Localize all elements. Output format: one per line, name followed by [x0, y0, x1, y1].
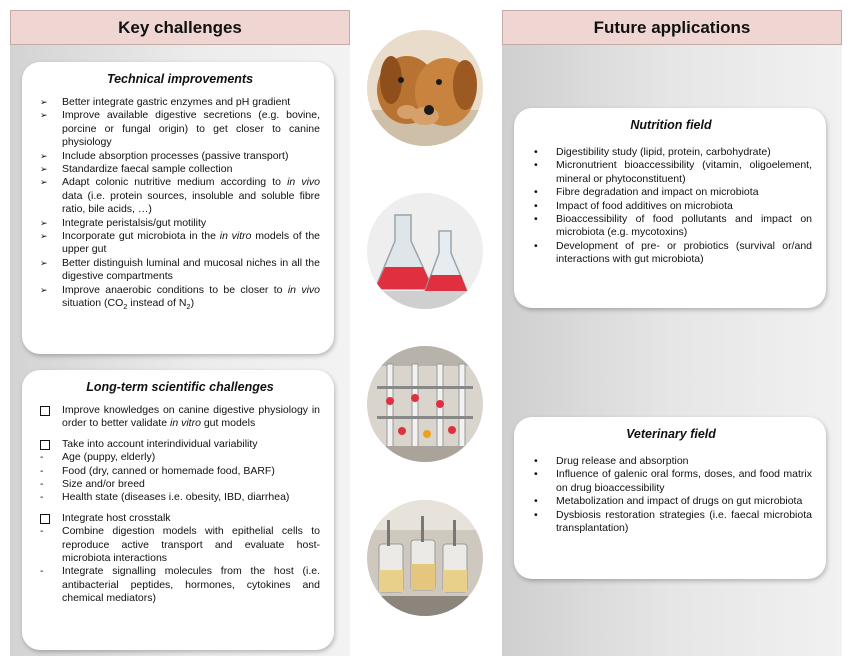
arrow-bullet-icon: ➢ [40, 177, 48, 188]
nutrition-field-item: • Impact of food additives on microbiota [534, 199, 733, 212]
dot-bullet-icon: • [534, 146, 538, 158]
nutrition-field-title: Nutrition field [630, 118, 712, 132]
long-term-challenge-item: - Food (dry, canned or homemade food, BARF) [40, 464, 275, 477]
technical-improvement-item: ➢ Improve anaerobic conditions to be closer to in vivo situation ($CO_2$ instead of $N_2$) [40, 283, 321, 312]
nutrition-field-item: • Micronutrient bioaccessibility (vitamin, oligoelement, mineral or phytoconstituent) [534, 159, 812, 185]
nutrition-field-list [530, 146, 812, 267]
veterinary-field-item: • Metabolization and impact of drugs on gut microbiota [534, 495, 803, 508]
key-challenges-header: Key challenges [10, 10, 350, 45]
veterinary-field-list [530, 455, 812, 535]
dot-bullet-icon: • [534, 213, 538, 226]
long-term-challenge-item: Integrate host crosstalk [40, 512, 320, 525]
nutrition-field-item: • Development of pre- or probiotics (survival or/and interactions with gut microbiota) [534, 239, 812, 266]
nutrition-field-card [514, 108, 826, 308]
square-bullet-icon [40, 406, 50, 416]
long-term-challenges-card [22, 370, 334, 650]
technical-improvement-item: ➢ Better distinguish luminal and mucosal niches in all the digestive compartments [40, 256, 320, 283]
long-term-challenge-item: Take into account interindividual variability [40, 438, 320, 451]
long-term-challenge-item: - Age (puppy, elderly) [40, 451, 156, 464]
dot-bullet-icon: • [534, 199, 538, 212]
dot-bullet-icon: • [534, 468, 538, 481]
nutrition-field-item: • Fibre degradation and impact on microbiota [534, 186, 759, 199]
veterinary-field-item: • Drug release and absorption [534, 455, 689, 467]
long-term-challenge-item: - Integrate signalling molecules from the host (i.e. antibacterial peptides, hormones, cytokines and chemical mediators) [40, 565, 320, 605]
long-term-challenge-item: - Combine digestion models with epithelial cells to reproduce active transport and evaluate host-microbiota interactions [40, 525, 320, 565]
dot-bullet-icon: • [534, 159, 538, 172]
arrow-bullet-icon: ➢ [40, 284, 48, 295]
technical-improvement-item: ➢ Adapt colonic nutritive medium according to in vivo data (i.e. protein sources, insoluble and soluble fibre ratio, bile acids, …) [40, 176, 320, 216]
dot-bullet-icon: • [534, 239, 538, 252]
dogs-photo [367, 30, 483, 146]
technical-improvements-list [40, 96, 320, 314]
dot-bullet-icon: • [534, 495, 538, 508]
fermentation-vessels-photo [367, 500, 483, 616]
arrow-bullet-icon: ➢ [40, 97, 48, 107]
dot-bullet-icon: • [534, 508, 538, 521]
veterinary-field-item: • Dysbiosis restoration strategies (i.e. faecal microbiota transplantation) [534, 508, 812, 535]
dot-bullet-icon: • [534, 186, 538, 199]
dash-bullet-icon: - [40, 464, 44, 477]
dash-bullet-icon: - [40, 478, 44, 491]
technical-improvement-item: ➢ Incorporate gut microbiota in the in vitro models of the upper gut [40, 230, 320, 256]
long-term-challenges-title: Long-term scientific challenges [86, 380, 274, 394]
square-bullet-icon [40, 440, 50, 450]
arrow-bullet-icon: ➢ [40, 164, 48, 175]
arrow-bullet-icon: ➢ [40, 231, 48, 242]
flasks-photo [367, 193, 483, 309]
nutrition-field-item: • Digestibility study (lipid, protein, carbohydrate) [534, 146, 771, 158]
arrow-bullet-icon: ➢ [40, 110, 48, 121]
technical-improvement-item: ➢ Include absorption processes (passive transport) [40, 149, 289, 162]
square-bullet-icon [40, 514, 50, 524]
dot-bullet-icon: • [534, 455, 538, 467]
veterinary-field-card [514, 417, 826, 579]
dash-bullet-icon: - [40, 491, 44, 504]
long-term-challenge-item: - Size and/or breed [40, 478, 145, 491]
dash-bullet-icon: - [40, 451, 44, 464]
technical-improvement-item: ➢ Standardize faecal sample collection [40, 163, 233, 176]
arrow-bullet-icon: ➢ [40, 217, 48, 228]
arrow-bullet-icon: ➢ [40, 257, 48, 268]
future-applications-header: Future applications [502, 10, 842, 45]
long-term-challenge-item: Improve knowledges on canine digestive physiology in order to better validate in vitro gut models [40, 404, 320, 431]
bioreactor-apparatus-photo [367, 346, 483, 462]
veterinary-field-item: • Influence of galenic oral forms, doses, and food matrix on drug bioaccessibility [534, 468, 812, 494]
dash-bullet-icon: - [40, 565, 44, 578]
technical-improvement-item: ➢ Integrate peristalsis/gut motility [40, 216, 207, 229]
technical-improvement-item: ➢ Better integrate gastric enzymes and pH gradient [40, 96, 291, 108]
veterinary-field-title: Veterinary field [626, 427, 716, 441]
long-term-challenges-list [40, 404, 320, 606]
technical-improvements-title: Technical improvements [106, 72, 254, 86]
technical-improvements-card [22, 62, 334, 354]
arrow-bullet-icon: ➢ [40, 150, 48, 161]
technical-improvement-item: ➢ Improve available digestive secretions (e.g. bovine, porcine or fungal origin) to get closer to canine physiology [40, 109, 320, 149]
dash-bullet-icon: - [40, 525, 44, 538]
nutrition-field-item: • Bioaccessibility of food pollutants and impact on microbiota (e.g. mycotoxins) [534, 213, 812, 239]
long-term-challenge-item: - Health state (diseases i.e. obesity, IBD, diarrhea) [40, 491, 290, 504]
